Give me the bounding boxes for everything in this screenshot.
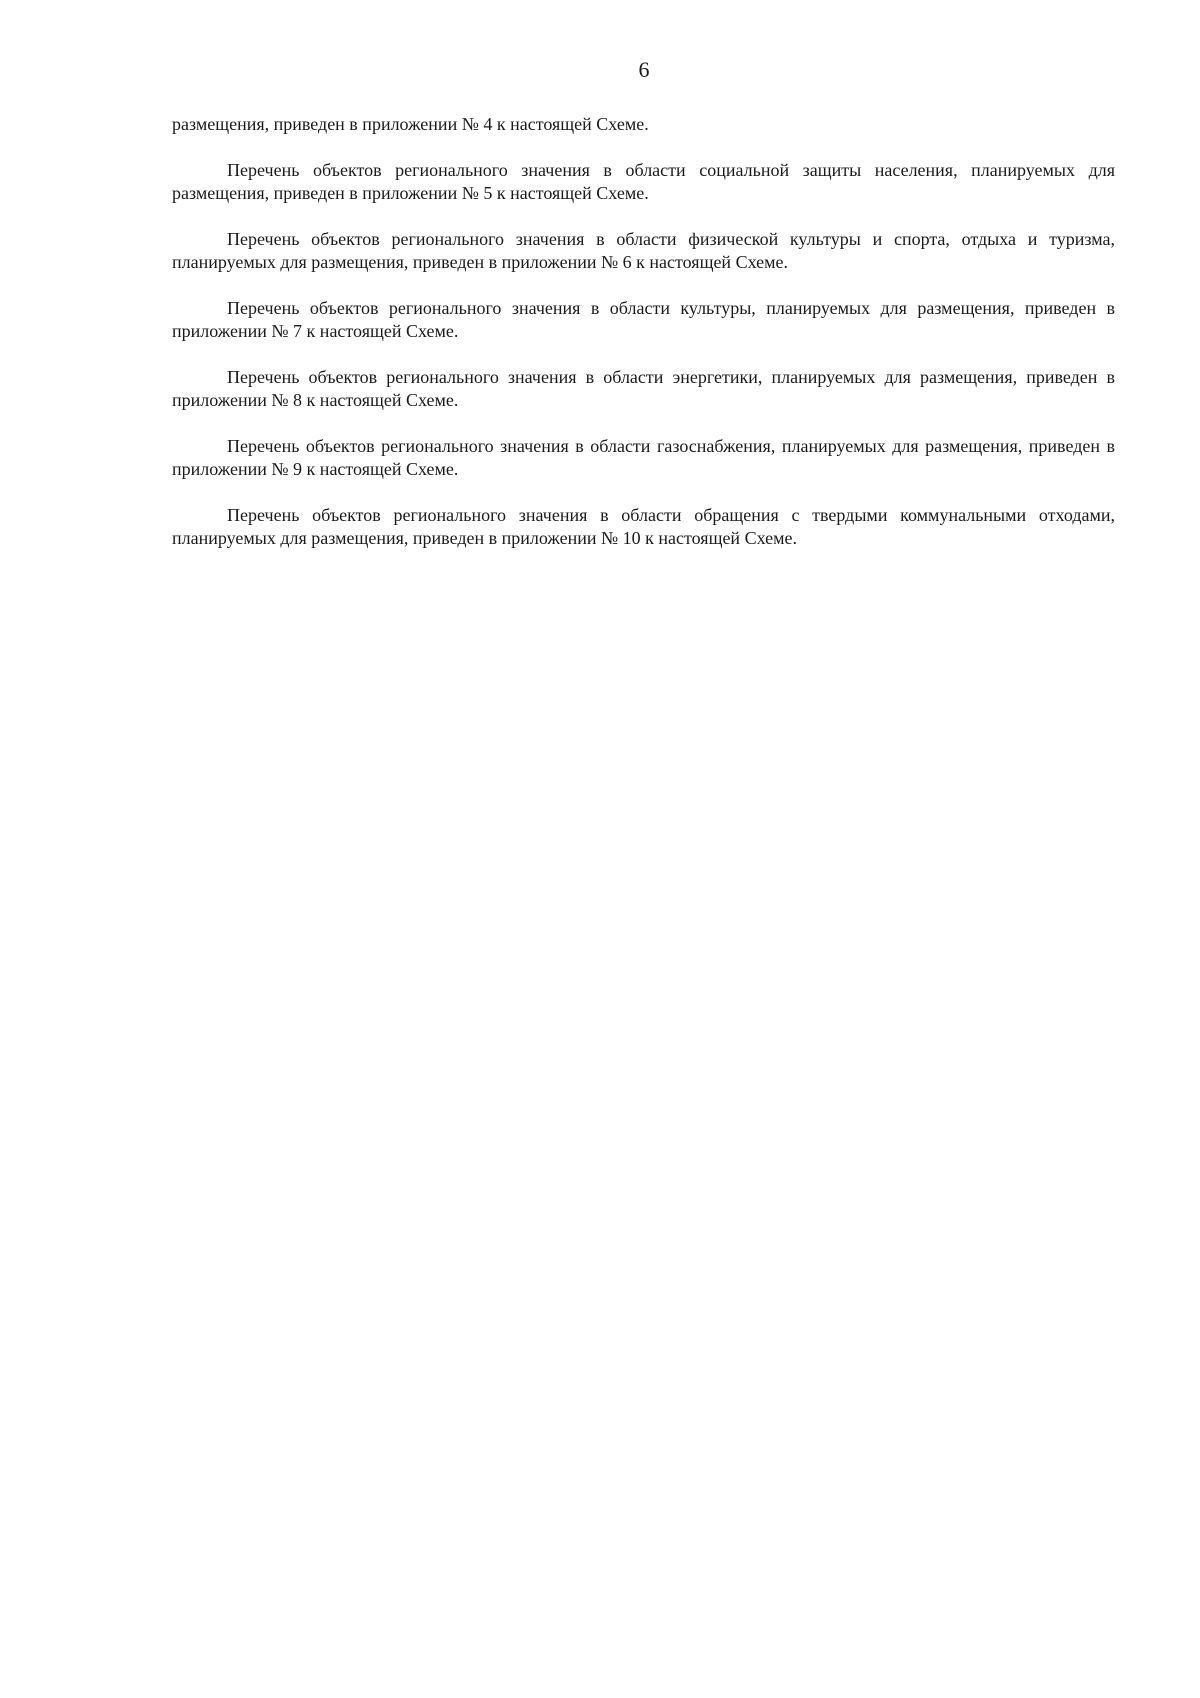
- paragraph-energy: Перечень объектов регионального значения в области энергетики, планируемых для размещения, приведен в приложении № 8 к настоящей Схеме.: [172, 367, 1115, 410]
- paragraph-continuation: размещения, приведен в приложении № 4 к настоящей Схеме.: [172, 114, 649, 134]
- paragraph-social-protection: Перечень объектов регионального значения в области социальной защиты населения, планируемых для размещения, приведен в приложении № 5 к настоящей Схеме.: [172, 160, 1115, 203]
- page-number: 6: [638, 57, 650, 82]
- paragraph-sport-tourism: Перечень объектов регионального значения в области физической культуры и спорта, отдыха и туризма, планируемых для размещения, приведен в приложении № 6 к настоящей Схеме.: [172, 229, 1115, 272]
- paragraph-culture: Перечень объектов регионального значения в области культуры, планируемых для размещения, приведен в приложении № 7 к настоящей Схеме.: [172, 298, 1115, 341]
- document-body: [172, 113, 1115, 573]
- paragraph-gas-supply: Перечень объектов регионального значения в области газоснабжения, планируемых для размещения, приведен в приложении № 9 к настоящей Схеме.: [172, 436, 1115, 479]
- paragraph-solid-waste: Перечень объектов регионального значения в области обращения с твердыми коммунальными отходами, планируемых для размещения, приведен в приложении № 10 к настоящей Схеме.: [172, 505, 1115, 548]
